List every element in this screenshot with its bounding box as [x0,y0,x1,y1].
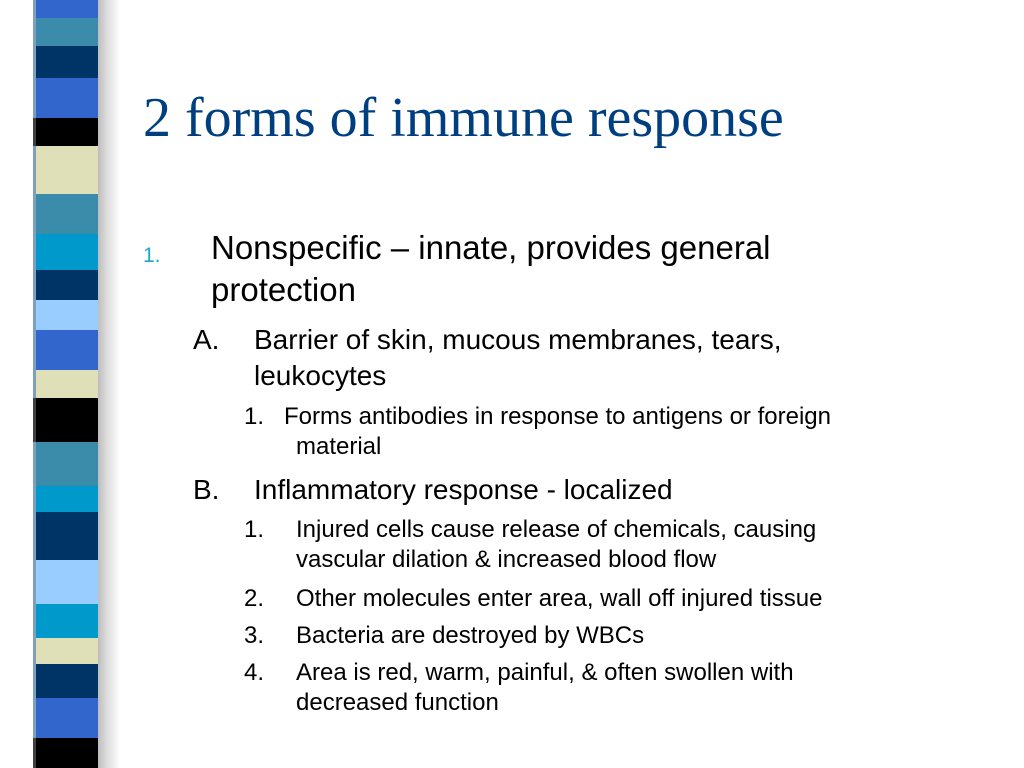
outline-item-1-text: Nonspecific – innate, provides general [211,229,771,266]
outline-item-b4-text: Area is red, warm, painful, & often swollen with [296,659,794,686]
outline-item-b1-text: Injured cells cause release of chemicals, causing [296,516,817,543]
outline-item-a1-text: Forms antibodies in response to antigens or foreign [284,403,831,430]
outline-item-b3-text: Bacteria are destroyed by WBCs [296,622,645,649]
outline-item-a1-text-cont: material [296,433,382,460]
slide-title: 2 forms of immune response [143,87,784,149]
outline-item-b-marker: B. [193,474,220,505]
outline-item-b4-text-cont: decreased function [296,689,499,716]
outline-item-b1-marker: 1. [244,516,265,543]
outline-item-a1-marker: 1. [244,403,265,430]
outline-item-b4-marker: 4. [244,659,265,686]
outline-item-b2-marker: 2. [244,585,265,612]
outline-item-a-text: Barrier of skin, mucous membranes, tears, [254,324,782,355]
outline-item-b1-text-cont: vascular dilation & increased blood flow [296,546,717,573]
outline-item-b2-text: Other molecules enter area, wall off injured tissue [296,585,823,612]
outline-item-1-marker: 1. [143,244,161,267]
outline-item-1-text-cont: protection [211,271,356,308]
outline-item-a-text-cont: leukocytes [254,360,387,391]
outline-item-b3-marker: 3. [244,622,265,649]
outline-item-b-text: Inflammatory response - localized [254,474,673,505]
outline-item-a-marker: A. [193,324,220,355]
